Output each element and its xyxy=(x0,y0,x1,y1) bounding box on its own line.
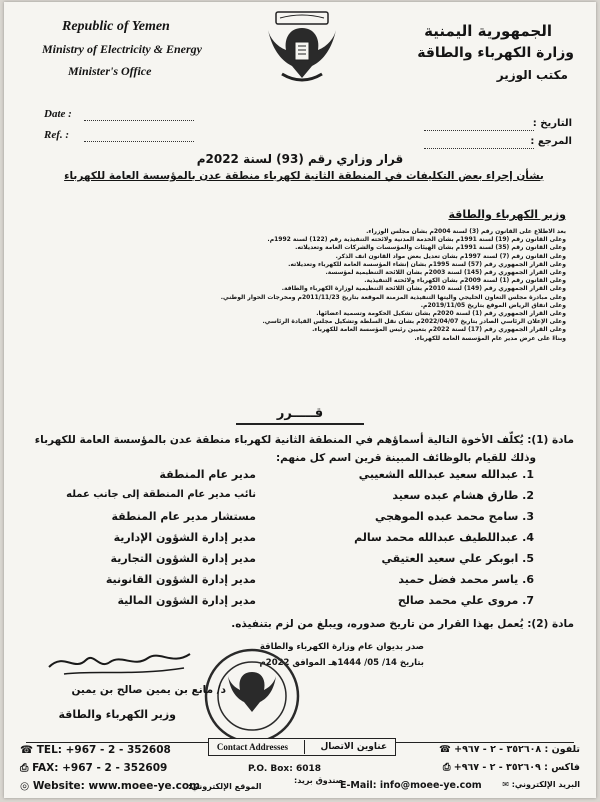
list-item: 1. عبدالله سعيد عبدالله الشعيبي xyxy=(358,468,534,481)
tel-en: ☎ TEL: +967 - 2 - 352608 xyxy=(20,744,171,756)
preamble-line: وعلى القرار الجمهوري رقم (145) لسنة 2003م بشأن اللائحة التنظيمية لمؤسسة. xyxy=(325,269,566,277)
list-item: 2. طارق هشام عبده سعيد xyxy=(392,489,534,502)
contact-addresses-box xyxy=(208,738,396,756)
list-item-role: نائب مدير عام المنطقة إلى جانب عمله xyxy=(66,489,256,500)
office-name-en: Minister's Office xyxy=(68,64,152,78)
phone-icon: ☎ xyxy=(438,744,455,755)
handwritten-signature xyxy=(44,632,194,682)
preamble-line: وعلى مبادرة مجلس التعاون الخليجي وآليتها التنفيذية المزمنة الموقعة بتاريخ 2011/11/23م ومخرجات الحوار الوطني. xyxy=(220,293,566,301)
preamble-line: وعلى القانون رقم (1) لسنة 2009م بشأن الكهرباء ولائحته التنفيذية. xyxy=(364,277,566,285)
list-item-role: مستشار مدير عام المنطقة xyxy=(111,510,256,523)
issued-date: بتاريخ 14/ 05/ 1444هـ الموافق 2022م xyxy=(259,658,424,668)
decree-issuer: وزير الكهرباء والطاقة xyxy=(448,208,566,221)
preamble-line: وعلى القرار الجمهوري رقم (149) لسنة 2010م بشأن اللائحة التنظيمية لوزارة الكهرباء والطاقة. xyxy=(281,285,566,293)
article-1: مادة (1): يُكلّف الأخوة التالية أسماؤهم في المنطقة الثانية لكهرباء منطقة عدن بالمؤسسة العامة للكهرباء xyxy=(34,434,574,446)
english-letterhead xyxy=(42,16,242,82)
office-name-ar: مكتب الوزير xyxy=(496,68,568,82)
website-en: ◎ Website: www.moee-ye.com xyxy=(20,780,201,792)
preamble-line: وعلى القانون رقم (19) لسنة 1991م بشأن الخدمة المدنية ولائحته التنفيذية رقم (122) لسنة 1992م. xyxy=(267,236,566,244)
list-item-role: مدير إدارة الشؤون القانونية xyxy=(105,573,256,586)
list-item: 7. مروى علي محمد صالح xyxy=(397,594,534,607)
list-item-role: مدير إدارة الشؤون التجارية xyxy=(110,552,256,565)
email-en: E-Mail: info@moee-ye.com xyxy=(340,780,482,791)
date-label-ar: التاريخ : xyxy=(532,118,572,129)
yemen-eagle-emblem xyxy=(262,8,342,90)
tel-ar: تلفون : ٣٥٢٦٠٨ - ٢ - ٩٦٧+ ☎ xyxy=(438,744,580,755)
article-1-continued: وذلك للقيام بالوظائف المبينة قرين اسم كل منهم: xyxy=(275,452,536,464)
article-2: مادة (2): يُعمل بهذا القرار من تاريخ صدوره، ويبلغ من لزم بتنفيذه. xyxy=(231,618,574,630)
list-item: 5. ابوبكر علي سعيد العتيقي xyxy=(381,552,534,565)
preamble-line: وبناءً على عرض مدير عام المؤسسة العامة للكهرباء. xyxy=(414,334,566,342)
list-item-role: مدير إدارة الشؤون الإدارية xyxy=(113,531,256,544)
list-item-role: مدير عام المنطقة xyxy=(159,468,256,481)
signatory-name: د/ مانع بن يمين صالح بن يمين xyxy=(71,684,226,696)
contact-label-ar: عناوين الاتصال xyxy=(320,742,388,752)
country-name-ar: الجمهورية اليمنية xyxy=(424,22,552,40)
email-ar: البريد الإلكتروني: ✉ xyxy=(502,780,580,789)
list-item: 3. سامح محمد عبده الموهجي xyxy=(374,510,534,523)
preamble-line: بعد الاطلاع على القانون رقم (3) لسنة 2004م بشأن مجلس الوزراء. xyxy=(366,228,566,235)
official-stamp xyxy=(202,646,302,746)
ministry-name-ar: وزارة الكهرباء والطاقة xyxy=(417,45,574,61)
preamble-line: وعلى القانون رقم (7) لسنة 1997م بشأن تعديل بعض مواد القانون آنف الذكر. xyxy=(335,252,566,260)
issued-place: صدر بديوان عام وزارة الكهرباء والطاقة xyxy=(259,642,424,652)
signatory-title: وزير الكهرباء والطاقة xyxy=(58,708,176,721)
phone-icon: ☎ xyxy=(20,744,37,756)
preamble-line: وعلى الإعلان الرئاسي الصادر بتاريخ 2022/04/07م بشأن نقل السلطة وتشكيل مجلس القيادة الرئاسي. xyxy=(262,318,566,326)
globe-icon: ◎ xyxy=(20,780,33,792)
arabic-letterhead xyxy=(404,20,574,86)
mail-icon: ✉ xyxy=(502,780,512,789)
preamble xyxy=(66,228,566,343)
decree-document xyxy=(4,2,596,798)
date-label: Date : xyxy=(44,108,72,120)
preamble-line: وعلى القرار الجمهوري رقم (1) لسنة 2020م بشأن تشكيل الحكومة وتسمية أعضائها. xyxy=(316,310,566,318)
pobox-en: P.O. Box: 6018 xyxy=(248,764,321,774)
decree-title: قرار وزاري رقم (93) لسنة 2022م xyxy=(196,152,404,166)
fax-icon: ⎙ xyxy=(20,762,33,774)
website-ar: الموقع الإلكتروني: xyxy=(188,782,262,791)
contact-label-en: Contact Addresses xyxy=(216,742,288,752)
pobox-ar: صندوق بريد: xyxy=(294,776,344,785)
country-name-en: Republic of Yemen xyxy=(62,19,170,34)
assignments-list xyxy=(4,468,596,618)
decree-subject: بشأن إجراء بعض التكليفات في المنطقة الثانية لكهرباء منطقة عدن بالمؤسسة العامة للكهرباء xyxy=(64,170,544,182)
preamble-line: وعلى اتفاق الرياض الموقع بتاريخ 2019/11/05م. xyxy=(420,301,566,309)
preamble-line: وعلى القرار الجمهوري رقم (57) لسنة 1995م بشأن إنشاء المؤسسة العامة للكهرباء وتعديلاته. xyxy=(288,260,566,268)
list-item-role: مدير إدارة الشؤون المالية xyxy=(117,594,256,607)
list-item: 6. ياسر محمد فضل حميد xyxy=(398,573,534,586)
fax-icon: ⎙ xyxy=(442,762,454,773)
ministry-name-en: Ministry of Electricity & Energy xyxy=(42,42,202,56)
preamble-line: وعلى القرار الجمهوري رقم (17) لسنة 2022م بتعيين رئيس المؤسسة العامة للكهرباء. xyxy=(312,326,566,334)
ref-label: Ref. : xyxy=(44,129,70,141)
decides-heading: قـــــرر xyxy=(276,406,324,421)
list-item: 4. عبداللطيف عبدالله محمد سالم xyxy=(354,531,534,544)
preamble-line: وعلى القانون رقم (35) لسنة 1991م بشأن الهيئات والمؤسسات والشركات العامة وتعديلاته. xyxy=(295,244,566,252)
ref-label-ar: المرجع : xyxy=(530,136,572,147)
fax-ar: فاكس : ٣٥٢٦٠٩ - ٢ - ٩٦٧+ ⎙ xyxy=(442,762,580,773)
fax-en: ⎙ FAX: +967 - 2 - 352609 xyxy=(20,762,168,774)
